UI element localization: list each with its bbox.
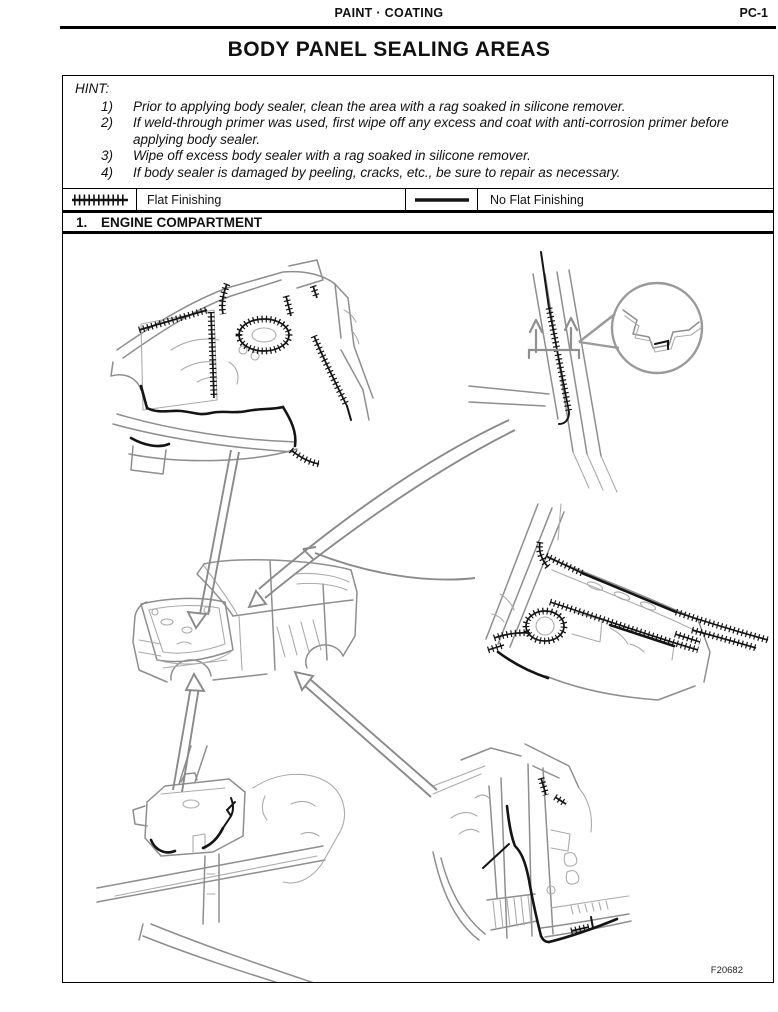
- hint-item-number: 1): [101, 98, 114, 114]
- hint-item-number: 4): [101, 164, 114, 180]
- figure-area: [63, 234, 773, 982]
- hint-item-number: 2): [101, 115, 114, 130]
- detail-engine-bay-corner: [111, 260, 373, 474]
- hint-item: [75, 165, 759, 182]
- body-sealing-diagram: [63, 234, 772, 982]
- hint-item-text: If body sealer is damaged by peeling, cracks, etc., be sure to repair as necessary.: [133, 164, 621, 180]
- page-number: PC-1: [739, 6, 768, 20]
- hint-item-text: If weld-through primer was used, first wipe off any excess and coat with anti-corrosion primer before applying body sealer.: [133, 115, 729, 147]
- detail-cowl-area: [486, 504, 768, 700]
- flat-finishing-label: Flat Finishing: [137, 189, 406, 210]
- magnified-callout: [579, 283, 702, 373]
- flat-finishing-symbol-icon: [63, 189, 137, 210]
- arrow-pillar-to-cowl: [249, 420, 515, 607]
- hint-item: [75, 115, 759, 148]
- car-body-shell: [133, 560, 357, 682]
- hint-item: [75, 148, 759, 165]
- hint-item-text: Wipe off excess body sealer with a rag soaked in silicone remover.: [133, 148, 531, 163]
- hint-item-number: 3): [101, 148, 114, 163]
- page-title: BODY PANEL SEALING AREAS: [227, 38, 551, 61]
- header-rule: [60, 26, 776, 29]
- arrow-engine-bay: [188, 450, 239, 628]
- detail-hinge-pillar: [433, 744, 631, 942]
- section-title: ENGINE COMPARTMENT: [101, 214, 262, 230]
- figure-code: F20682: [710, 965, 743, 976]
- hint-box: [63, 76, 773, 189]
- sealing-legend: [63, 189, 773, 213]
- running-header-title: PAINT · COATING: [334, 6, 444, 20]
- arrow-cowl-to-roof: [303, 547, 475, 580]
- hint-item: [75, 99, 759, 116]
- detail-pillar-seam: [469, 252, 702, 492]
- hint-item-text: Prior to applying body sealer, clean the area with a rag soaked in silicone remover.: [133, 98, 626, 114]
- hint-label: HINT:: [75, 81, 110, 96]
- arrow-pillar-to-rocker: [295, 672, 437, 797]
- no-flat-finishing-symbol-icon: [406, 189, 478, 210]
- no-flat-finishing-label: No Flat Finishing: [490, 192, 584, 207]
- section-header: [63, 213, 773, 234]
- pointer-arrows: [173, 420, 515, 797]
- section-number: 1.: [76, 214, 88, 230]
- content-box: [62, 75, 774, 983]
- detail-frame-bracket: [97, 746, 345, 982]
